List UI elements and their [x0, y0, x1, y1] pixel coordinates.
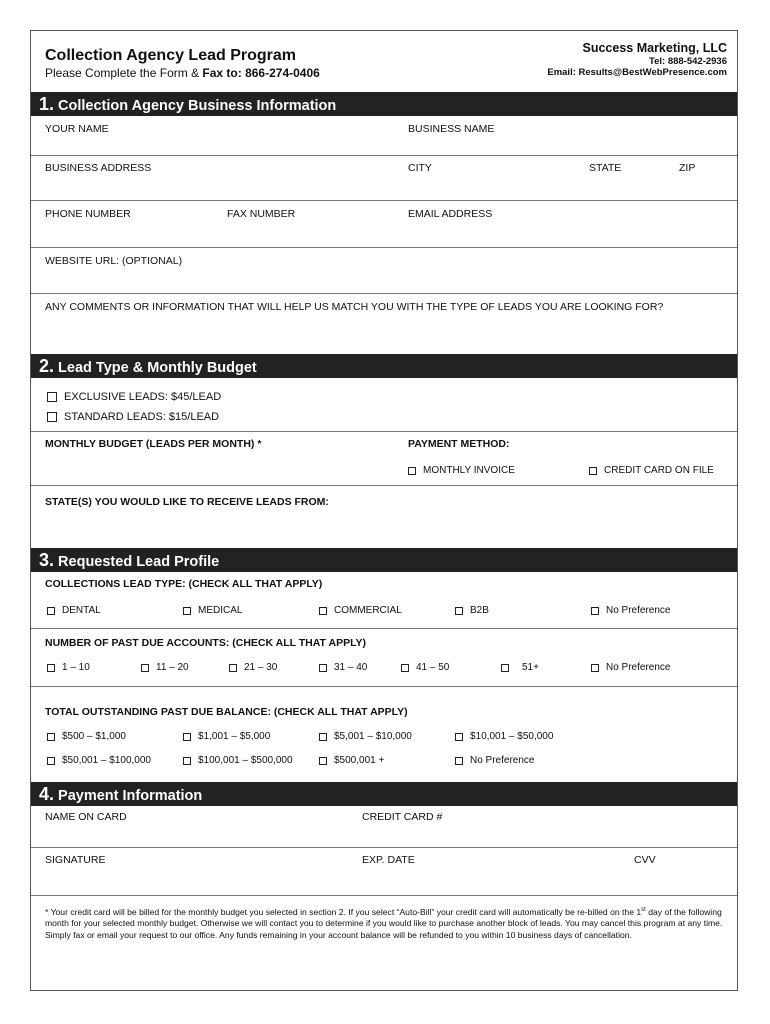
lead-type-medical-checkbox[interactable]: MEDICAL [183, 605, 242, 616]
section-1-title: Collection Agency Business Information [58, 98, 337, 114]
business-address-label: BUSINESS ADDRESS [45, 162, 152, 174]
checkbox-box[interactable] [455, 733, 463, 741]
balance-1001-5000-checkbox[interactable]: $1,001 – $5,000 [183, 731, 270, 742]
monthly-invoice-checkbox[interactable]: MONTHLY INVOICE [408, 465, 515, 476]
credit-card-number-label: CREDIT CARD # [362, 811, 443, 823]
divider [31, 155, 737, 156]
checkbox-box[interactable] [319, 607, 327, 615]
accounts-11-20-checkbox[interactable]: 11 – 20 [141, 662, 189, 673]
checkbox-box[interactable] [47, 757, 55, 765]
lead-type-commercial-checkbox[interactable]: COMMERCIAL [319, 605, 402, 616]
cvv-label: CVV [634, 854, 656, 866]
checkbox-box[interactable] [183, 757, 191, 765]
divider [31, 431, 737, 432]
checkbox-box[interactable] [141, 664, 149, 672]
checkbox-box[interactable] [455, 607, 463, 615]
divider [31, 293, 737, 294]
section-3-header: 3. Requested Lead Profile [31, 548, 737, 572]
balance-10001-50000-checkbox[interactable]: $10,001 – $50,000 [455, 731, 553, 742]
payment-method-label: PAYMENT METHOD: [408, 438, 510, 450]
divider [31, 485, 737, 486]
section-3-title: Requested Lead Profile [58, 554, 220, 570]
checkbox-box[interactable] [47, 607, 55, 615]
form-subtitle: Please Complete the Form & Fax to: 866-274-0406 [45, 66, 320, 80]
checkbox-box[interactable] [319, 664, 327, 672]
billing-footnote: * Your credit card will be billed for the monthly budget you selected in section 2. If you select “Auto-Bill” your credit card will automatically be re-billed on the 1st day of the following month for your selected monthly budget. Otherwise we will contact you to determine if you would like to purchase another block of leads. You may cancel this program at any time. Simply fax or email your request to our office. Any funds remaining in your account balance will be refunded to you within 10 business days of cancellation. [45, 906, 723, 941]
credit-card-on-file-checkbox[interactable]: CREDIT CARD ON FILE [589, 465, 714, 476]
lead-type-label: COLLECTIONS LEAD TYPE: (CHECK ALL THAT APPLY) [45, 578, 323, 590]
checkbox-box[interactable] [401, 664, 409, 672]
checkbox-box[interactable] [589, 467, 597, 475]
divider [31, 200, 737, 201]
divider [31, 247, 737, 248]
accounts-41-50-checkbox[interactable]: 41 – 50 [401, 662, 449, 673]
name-on-card-label: NAME ON CARD [45, 811, 127, 823]
section-2-title: Lead Type & Monthly Budget [58, 360, 257, 376]
divider [31, 895, 737, 896]
your-name-label: YOUR NAME [45, 123, 109, 135]
checkbox-box[interactable] [47, 733, 55, 741]
phone-label: PHONE NUMBER [45, 208, 131, 220]
email-label: EMAIL ADDRESS [408, 208, 493, 220]
balance-5001-10000-checkbox[interactable]: $5,001 – $10,000 [319, 731, 412, 742]
balance-50001-100000-checkbox[interactable]: $50,001 – $100,000 [47, 755, 151, 766]
checkbox-box[interactable] [319, 757, 327, 765]
checkbox-box[interactable] [47, 412, 57, 422]
balance-500001-plus-checkbox[interactable]: $500,001 + [319, 755, 384, 766]
exclusive-leads-checkbox[interactable]: EXCLUSIVE LEADS: $45/LEAD [47, 391, 221, 403]
lead-type-b2b-checkbox[interactable]: B2B [455, 605, 489, 616]
balance-500-1000-checkbox[interactable]: $500 – $1,000 [47, 731, 126, 742]
form-page [30, 30, 738, 991]
section-2-header: 2. Lead Type & Monthly Budget [31, 354, 737, 378]
fax-label: FAX NUMBER [227, 208, 296, 220]
checkbox-box[interactable] [319, 733, 327, 741]
company-name: Success Marketing, LLC [582, 41, 727, 55]
section-4-title: Payment Information [58, 788, 203, 804]
states-label: STATE(S) YOU WOULD LIKE TO RECEIVE LEADS FROM: [45, 496, 329, 508]
balance-label: TOTAL OUTSTANDING PAST DUE BALANCE: (CHECK ALL THAT APPLY) [45, 706, 408, 718]
divider [31, 628, 737, 629]
company-email: Email: Results@BestWebPresence.com [547, 67, 727, 78]
checkbox-box[interactable] [47, 664, 55, 672]
city-label: CITY [408, 162, 432, 174]
divider [31, 847, 737, 848]
business-name-label: BUSINESS NAME [408, 123, 495, 135]
comments-label: ANY COMMENTS OR INFORMATION THAT WILL HELP US MATCH YOU WITH THE TYPE OF LEADS YOU ARE LOOKING FOR? [45, 301, 664, 313]
section-4-header: 4. Payment Information [31, 782, 737, 806]
checkbox-box[interactable] [183, 733, 191, 741]
accounts-31-40-checkbox[interactable]: 31 – 40 [319, 662, 367, 673]
monthly-budget-label: MONTHLY BUDGET (LEADS PER MONTH) * [45, 438, 262, 450]
checkbox-box[interactable] [455, 757, 463, 765]
website-label: WEBSITE URL: (OPTIONAL) [45, 255, 183, 267]
state-label: STATE [589, 162, 622, 174]
accounts-label: NUMBER OF PAST DUE ACCOUNTS: (CHECK ALL THAT APPLY) [45, 637, 367, 649]
divider [31, 686, 737, 687]
accounts-no-preference-checkbox[interactable]: No Preference [591, 662, 670, 673]
checkbox-box[interactable] [591, 607, 599, 615]
checkbox-box[interactable] [47, 392, 57, 402]
lead-type-no-preference-checkbox[interactable]: No Preference [591, 605, 670, 616]
balance-no-preference-checkbox[interactable]: No Preference [455, 755, 534, 766]
exp-date-label: EXP. DATE [362, 854, 415, 866]
checkbox-box[interactable] [501, 664, 509, 672]
form-title: Collection Agency Lead Program [45, 47, 297, 64]
accounts-21-30-checkbox[interactable]: 21 – 30 [229, 662, 277, 673]
checkbox-box[interactable] [591, 664, 599, 672]
balance-100001-500000-checkbox[interactable]: $100,001 – $500,000 [183, 755, 293, 766]
checkbox-box[interactable] [183, 607, 191, 615]
accounts-51-plus-checkbox[interactable]: 51+ [501, 662, 539, 673]
standard-leads-checkbox[interactable]: STANDARD LEADS: $15/LEAD [47, 411, 219, 423]
zip-label: ZIP [679, 162, 696, 174]
company-tel: Tel: 888-542-2936 [649, 56, 727, 67]
accounts-1-10-checkbox[interactable]: 1 – 10 [47, 662, 90, 673]
signature-label: SIGNATURE [45, 854, 106, 866]
lead-type-dental-checkbox[interactable]: DENTAL [47, 605, 101, 616]
checkbox-box[interactable] [408, 467, 416, 475]
section-1-header: 1. Collection Agency Business Information [31, 92, 737, 116]
checkbox-box[interactable] [229, 664, 237, 672]
